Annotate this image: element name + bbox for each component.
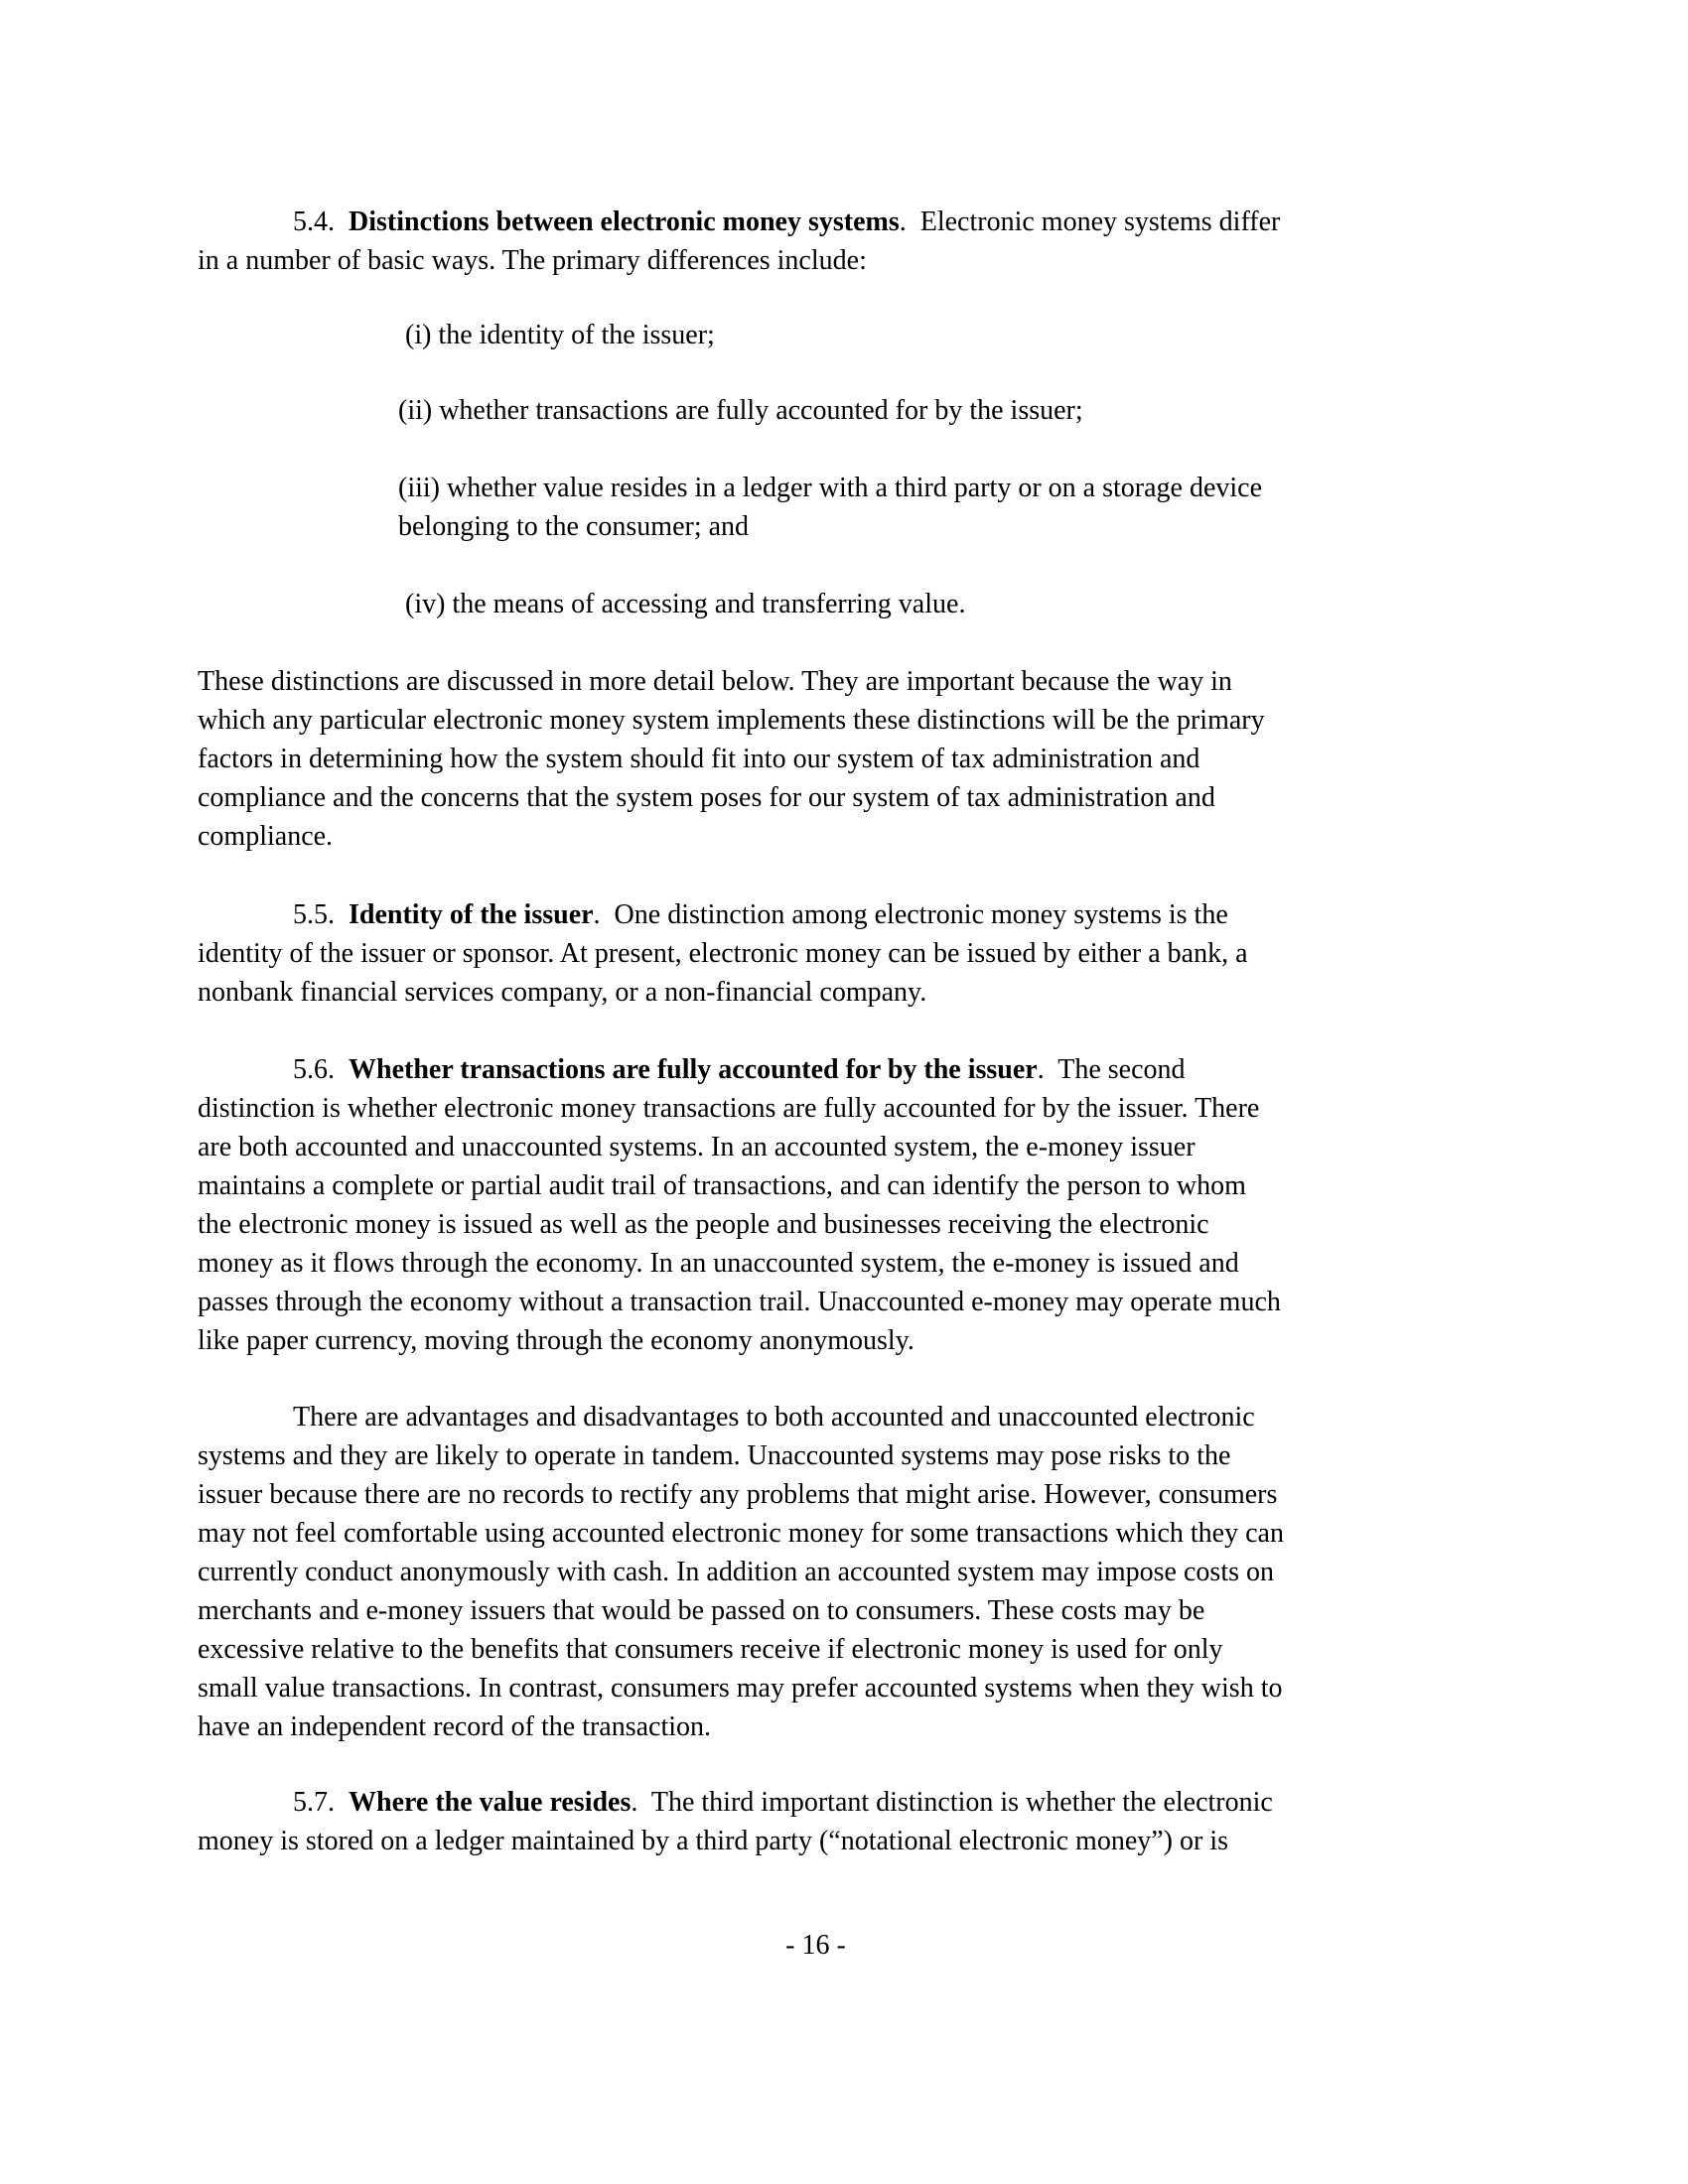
section-heading: Where the value resides	[349, 1787, 632, 1818]
text-line: currently conduct anonymously with cash. In addition an accounted system may impose costs on	[198, 1557, 1274, 1587]
text-line: are both accounted and unaccounted systems. In an accounted system, the e-money issuer	[198, 1132, 1196, 1162]
section-heading: Whether transactions are fully accounted for by the issuer	[349, 1054, 1038, 1085]
text-line: systems and they are likely to operate in tandem. Unaccounted systems may pose risks to the	[198, 1440, 1231, 1471]
text-line: distinction is whether electronic money transactions are fully accounted for by the issuer. There	[198, 1093, 1260, 1124]
text-line: which any particular electronic money system implements these distinctions will be the primary	[198, 705, 1265, 736]
list-item: (ii) whether transactions are fully accounted for by the issuer;	[398, 395, 1083, 426]
section-number: 5.4.	[293, 206, 335, 237]
text-line: small value transactions. In contrast, consumers may prefer accounted systems when they wish to	[198, 1673, 1283, 1704]
text-line: excessive relative to the benefits that consumers receive if electronic money is used for only	[198, 1634, 1223, 1665]
text-line: have an independent record of the transaction.	[198, 1711, 712, 1742]
text-line: factors in determining how the system should fit into our system of tax administration and	[198, 744, 1200, 774]
text-line: money as it flows through the economy. In an unaccounted system, the e-money is issued and	[198, 1248, 1239, 1279]
text-line: Electronic money systems differ	[919, 206, 1281, 237]
text-line: money is stored on a ledger maintained by a third party (“notational electronic money”) or is	[198, 1826, 1228, 1856]
list-item: (iii) whether value resides in a ledger with a third party or on a storage device	[398, 473, 1263, 503]
section-5-4: 5.4. Distinctions between electronic money systems. Electronic money systems differ in a number of basic ways. The primary differences include:	[198, 203, 1280, 280]
text-line: the electronic money is issued as well as the people and businesses receiving the electronic	[198, 1209, 1209, 1240]
text-line: like paper currency, moving through the economy anonymously.	[198, 1325, 914, 1356]
text-line: nonbank financial services company, or a non-financial company.	[198, 977, 927, 1008]
section-number: 5.7.	[293, 1787, 335, 1818]
section-5-7: 5.7. Where the value resides. The third important distinction is whether the electronic money is stored on a ledger maintained by a third party (“notational electronic money”) or is	[198, 1783, 1273, 1860]
text-line: issuer because there are no records to rectify any problems that might arise. However, consumers	[198, 1479, 1278, 1510]
section-number: 5.5.	[293, 899, 335, 930]
section-heading: Identity of the issuer	[349, 899, 594, 930]
text-line: One distinction among electronic money systems is the	[614, 899, 1228, 930]
page-number: - 16 -	[785, 1930, 846, 1961]
section-heading: Distinctions between electronic money systems	[349, 206, 900, 237]
section-5-6: 5.6. Whether transactions are fully accounted for by the issuer. The second distinction is whether electronic money transactions are fully accounted for by the issuer. There are both accounted and unaccounted systems. In an accounted system, the e-money issuer maintains a complete or partial audit trail of transactions, and can identify the person to whom the electronic money is issued as well as the people and businesses receiving the electronic money as it flows through the economy. In an unaccounted system, the e-money is issued and passes through the economy without a transaction trail. Unaccounted e-money may operate much like paper currency, moving through the economy anonymously.	[198, 1050, 1281, 1360]
text-line: merchants and e-money issuers that would be passed on to consumers. These costs may be	[198, 1595, 1205, 1626]
paragraph-advantages	[198, 1398, 1284, 1746]
text-line: compliance.	[198, 821, 334, 852]
text-line: There are advantages and disadvantages to both accounted and unaccounted electronic	[293, 1402, 1255, 1433]
text-line: These distinctions are discussed in more detail below. They are important because the way in	[198, 666, 1232, 697]
text-line: may not feel comfortable using accounted electronic money for some transactions which they can	[198, 1518, 1284, 1549]
list-item-continuation: belonging to the consumer; and	[398, 511, 750, 542]
text-line: in a number of basic ways. The primary differences include:	[198, 245, 867, 276]
paragraph-distinctions	[198, 662, 1265, 856]
text-line: The third important distinction is whether the electronic	[650, 1787, 1273, 1818]
text-line: The second	[1057, 1054, 1186, 1085]
text-line: passes through the economy without a transaction trail. Unaccounted e-money may operate much	[198, 1287, 1281, 1317]
text-line: compliance and the concerns that the system poses for our system of tax administration and	[198, 782, 1215, 813]
section-number: 5.6.	[293, 1054, 335, 1085]
list-item: (iv) the means of accessing and transferring value.	[398, 589, 966, 619]
list-item: (i) the identity of the issuer;	[398, 320, 715, 350]
section-5-5: 5.5. Identity of the issuer. One distinction among electronic money systems is the identity of the issuer or sponsor. At present, electronic money can be issued by either a bank, a nonbank financial services company, or a non-financial company.	[198, 895, 1248, 1012]
text-line: maintains a complete or partial audit trail of transactions, and can identify the person to whom	[198, 1170, 1246, 1201]
text-line: identity of the issuer or sponsor. At present, electronic money can be issued by either a bank, a	[198, 938, 1248, 969]
